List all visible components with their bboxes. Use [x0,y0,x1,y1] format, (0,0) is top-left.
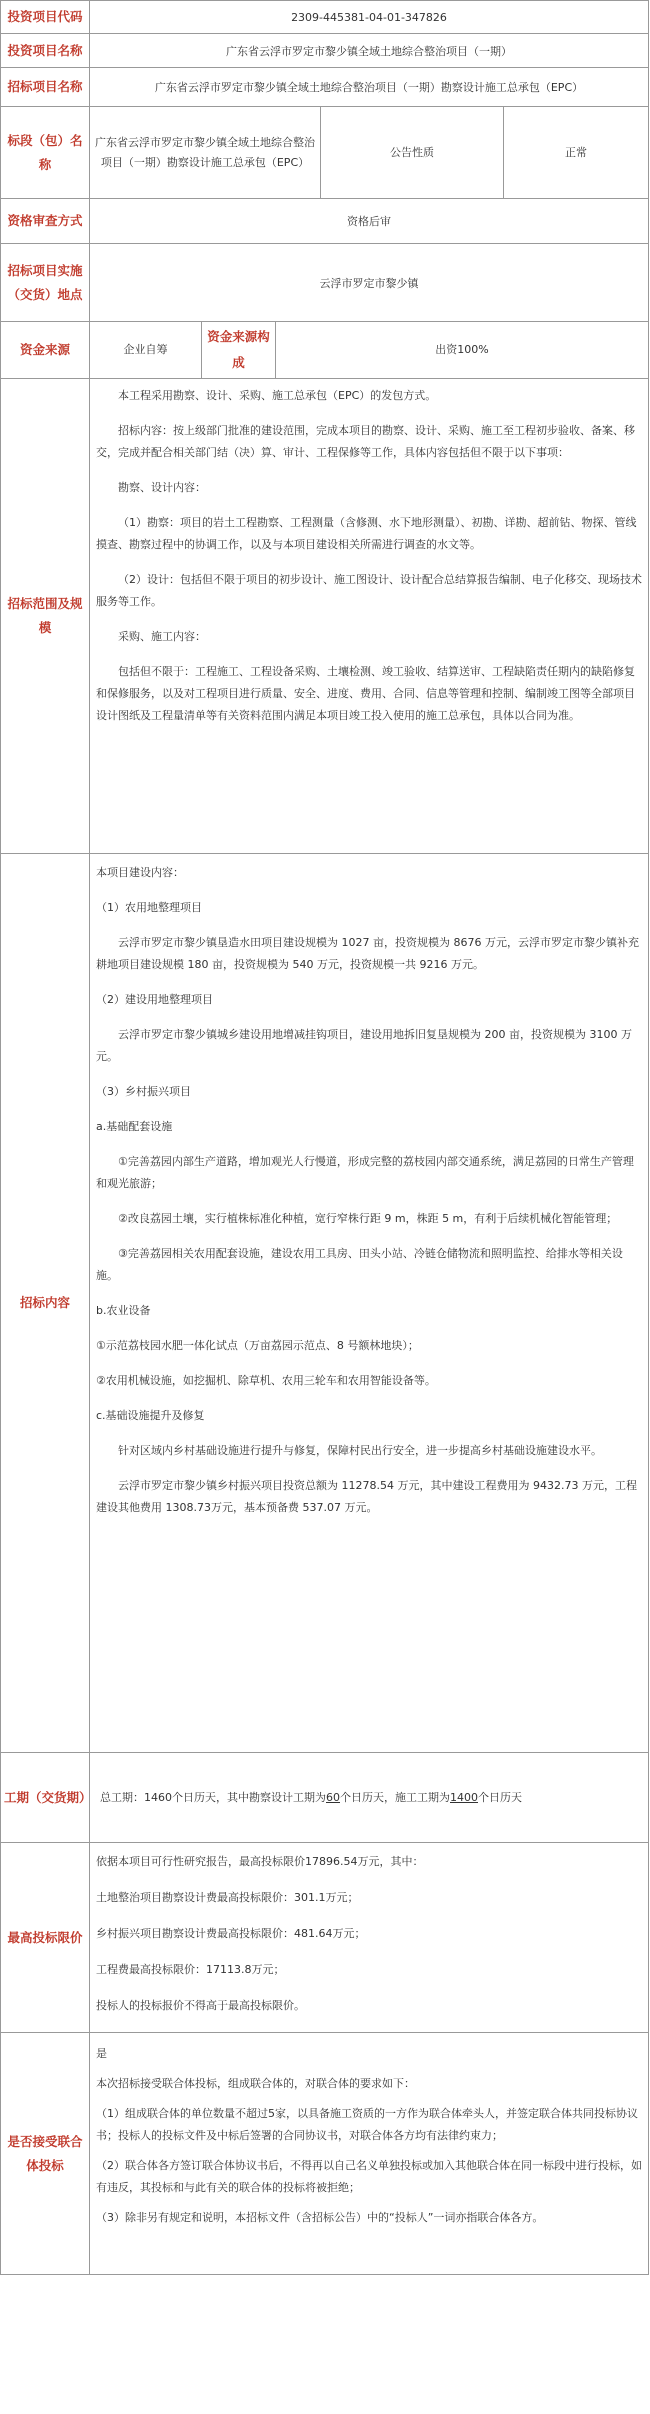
qualification-value: 资格后审 [347,215,391,228]
row-project-code [1,1,648,34]
consortium-line: 是 [96,2047,107,2060]
bid-project-name-label: 招标项目名称 [1,68,90,106]
content-para: （3）乡村振兴项目 [96,1085,191,1098]
section-name: 广东省云浮市罗定市黎少镇全域土地综合整治项目（一期）勘察设计施工总承包（EPC） [90,107,321,198]
scope-para: 招标内容：按上级部门批准的建设范围，完成本项目的勘察、设计、采购、施工至工程初步验收、备案、移交，完成并配合相关部门结（决）算、审计、工程保修等工作，具体内容包括但不限于以下事项： [96,424,635,459]
row-qualification [1,199,648,244]
consortium-line: 本次招标接受联合体投标，组成联合体的，对联合体的要求如下： [96,2077,415,2090]
project-code-value: 2309-445381-04-01-347826 [291,10,447,24]
section-label: 标段（包）名称 [1,107,90,198]
project-name-label: 投资项目名称 [1,34,90,67]
content-text [90,854,648,1752]
consortium-line: （1）组成联合体的单位数量不超过5家，以具备施工资质的一方作为联合体牵头人，并签定联合体共同投标协议书；投标人的投标文件及中标后签署的合同协议书，对联合体各方均有法律约束力； [96,2107,638,2142]
row-period [1,1753,648,1843]
project-name-value: 广东省云浮市罗定市黎少镇全域土地综合整治项目（一期） [226,44,512,58]
location-value: 云浮市罗定市黎少镇 [319,276,419,290]
funding-source: 企业自筹 [90,322,202,378]
content-para: 云浮市罗定市黎少镇垦造水田项目建设规模为 1027 亩，投资规模为 8676 万元，云浮市罗定市黎少镇补充耕地项目建设规模 180 亩，投资规模为 540 万元，投资规模一共 9216 万元。 [96,936,639,971]
row-section [1,107,648,199]
location-label: 招标项目实施（交货）地点 [1,244,90,321]
scope-para: （1）勘察：项目的岩土工程勘察、工程测量（含修测、水下地形测量）、初勘、详勘、超前钻、物探、管线摸查、勘察过程中的协调工作，以及与本项目建设相关所需进行调查的水文等。 [96,516,637,551]
consortium-text [90,2033,648,2274]
content-para: c.基础设施提升及修复 [96,1409,205,1422]
content-para: ③完善荔园相关农用配套设施，建设农用工具房、田头小站、冷链仓储物流和照明监控、给排水等相关设施。 [96,1247,623,1282]
content-para: ②改良荔园土壤，实行植株标准化种植，宽行窄株行距 9 m，株距 5 m，有利于后续机械化智能管理； [118,1212,618,1225]
scope-para: 包括但不限于：工程施工、工程设备采购、土壤检测、竣工验收、结算送审、工程缺陷责任期内的缺陷修复和保修服务，以及对工程项目进行质量、安全、进度、费用、合同、信息等管理和控制、编制竣工图等全部项目设计图纸及工程量清单等有关资料范围内满足本项目竣工投入使用的施工总承包，具体以合同为准。 [96,665,635,722]
scope-para: 本工程采用勘察、设计、采购、施工总承包（EPC）的发包方式。 [118,389,437,402]
content-para: 针对区域内乡村基础设施进行提升与修复，保障村民出行安全，进一步提高乡村基础设施建设水平。 [118,1444,602,1457]
qualification-label: 资格审查方式 [1,199,90,243]
construction-period-days: 1400 [450,1790,478,1804]
content-para: ①完善荔园内部生产道路，增加观光人行慢道，形成完整的荔枝园内部交通系统，满足荔园的日常生产管理和观光旅游； [96,1155,634,1190]
content-para: 云浮市罗定市黎少镇城乡建设用地增减挂钩项目，建设用地拆旧复垦规模为 200 亩，投资规模为 3100 万元。 [96,1028,632,1063]
content-para: b.农业设备 [96,1304,151,1317]
row-consortium [1,2033,648,2275]
content-para: 云浮市罗定市黎少镇乡村振兴项目投资总额为 11278.54 万元，其中建设工程费用为 9432.73 万元，工程建设其他费用 1308.73万元，基本预备费 537.07 万元。 [96,1479,637,1514]
period-text-3: 个日历天 [478,1790,522,1804]
content-para: a.基础配套设施 [96,1120,173,1133]
max-price-label: 最高投标限价 [1,1843,90,2032]
funding-label: 资金来源 [1,322,90,378]
content-para: ①示范荔枝园水肥一体化试点（万亩荔园示范点、8 号额林地块）； [96,1339,419,1352]
scope-label: 招标范围及规模 [1,379,90,853]
row-max-price [1,1843,648,2033]
content-para: 本项目建设内容： [96,866,184,879]
scope-para: （2）设计：包括但不限于项目的初步设计、施工图设计、设计配合总结算报告编制、电子化移交、现场技术服务等工作。 [96,573,642,608]
bid-project-name-value: 广东省云浮市罗定市黎少镇全域土地综合整治项目（一期）勘察设计施工总承包（EPC） [154,81,584,94]
max-price-line: 投标人的投标报价不得高于最高投标限价。 [96,1999,305,2012]
max-price-line: 土地整治项目勘察设计费最高投标限价：301.1万元； [96,1891,359,1904]
row-location [1,244,648,322]
notice-nature-value: 正常 [565,145,587,159]
content-para: （1）农用地整理项目 [96,901,202,914]
row-content [1,854,648,1753]
row-scope [1,379,648,854]
scope-para: 勘察、设计内容： [118,481,206,494]
funding-composition-label: 资金来源构成 [202,322,276,378]
content-label: 招标内容 [1,854,90,1752]
period-text-1: 总工期：1460个日历天，其中勘察设计工期为 [100,1790,326,1804]
consortium-line: （3）除非另有规定和说明，本招标文件（含招标公告）中的“投标人”一词亦指联合体各方。 [96,2211,544,2224]
consortium-label: 是否接受联合体投标 [1,2033,90,2274]
row-bid-project-name [1,68,648,107]
max-price-line: 工程费最高投标限价：17113.8万元； [96,1963,285,1976]
consortium-line: （2）联合体各方签订联合体协议书后，不得再以自己名义单独投标或加入其他联合体在同一标段中进行投标，如有违反，其投标和与此有关的联合体的投标将被拒绝； [96,2159,642,2194]
period-text [90,1753,648,1842]
content-para: ②农用机械设施，如挖掘机、除草机、农用三轮车和农用智能设备等。 [96,1374,436,1387]
max-price-line: 依据本项目可行性研究报告，最高投标限价17896.54万元，其中： [96,1855,424,1868]
design-period-days: 60 [326,1790,340,1804]
notice-nature-label: 公告性质 [321,107,504,198]
scope-text [90,379,648,853]
period-label: 工期（交货期） [1,1753,90,1842]
max-price-text [90,1843,648,2032]
content-para: （2）建设用地整理项目 [96,993,213,1006]
funding-composition-value: 出资100% [435,343,489,357]
row-funding [1,322,648,379]
max-price-line: 乡村振兴项目勘察设计费最高投标限价：481.64万元； [96,1927,366,1940]
scope-para: 采购、施工内容： [118,630,206,643]
project-code-label: 投资项目代码 [1,1,90,33]
period-text-2: 个日历天，施工工期为 [340,1790,450,1804]
row-project-name [1,34,648,68]
